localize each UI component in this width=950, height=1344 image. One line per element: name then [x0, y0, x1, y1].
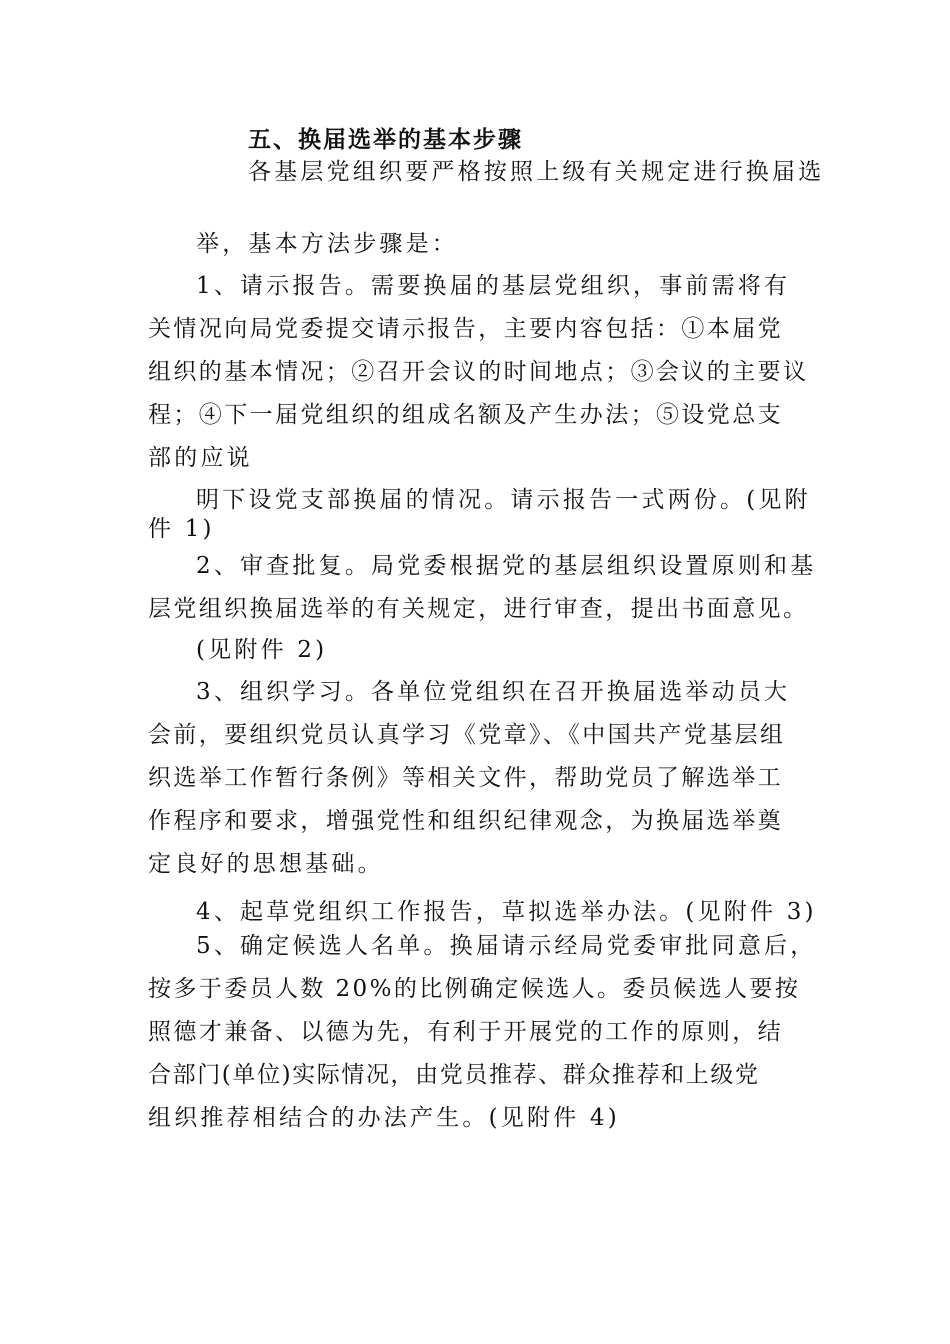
paragraph-line: 1、请示报告。需要换届的基层党组织，事前需将有 — [196, 273, 791, 299]
paragraph-line: 各基层党组织要严格按照上级有关规定进行换届选 — [248, 159, 825, 185]
paragraph-line: 照德才兼备、以德为先，有利于开展党的工作的原则，结 — [148, 1019, 783, 1045]
paragraph-line: 3、组织学习。各单位党组织在召开换届选举动员大 — [196, 679, 791, 705]
paragraph-line: 按多于委员人数 20%的比例确定候选人。委员候选人要按 — [148, 976, 801, 1002]
paragraph-line: 关情况向局党委提交请示报告，主要内容包括：①本届党 — [148, 316, 783, 342]
section-heading: 五、换届选举的基本步骤 — [248, 127, 523, 153]
paragraph-line: 会前，要组织党员认真学习《党章》、《中国共产党基层组 — [148, 722, 786, 748]
paragraph-line: 4、起草党组织工作报告，草拟选举办法。(见附件 3) — [196, 899, 817, 925]
paragraph-line: 合部门(单位)实际情况，由党员推荐、群众推荐和上级党 — [148, 1062, 760, 1088]
paragraph-line: 明下设党支部换届的情况。请示报告一式两份。(见附 — [196, 487, 811, 513]
paragraph-line: 组织的基本情况；②召开会议的时间地点；③会议的主要议 — [148, 359, 809, 385]
paragraph-line: 层党组织换届选举的有关规定，进行审查，提出书面意见。 — [148, 596, 809, 622]
paragraph-line: 组织推荐相结合的办法产生。(见附件 4) — [148, 1105, 620, 1131]
paragraph-line: 5、确定候选人名单。换届请示经局党委审批同意后， — [196, 933, 817, 959]
paragraph-line: 举，基本方法步骤是： — [196, 231, 458, 257]
paragraph-line: 程；④下一届党组织的组成名额及产生办法；⑤设党总支 — [148, 402, 783, 428]
paragraph-line: 2、审查批复。局党委根据党的基层组织设置原则和基 — [196, 553, 817, 579]
paragraph-line: (见附件 2) — [196, 637, 328, 663]
paragraph-line: 部的应说 — [148, 445, 253, 471]
paragraph-line: 织选举工作暂行条例》等相关文件，帮助党员了解选举工 — [148, 765, 783, 791]
paragraph-line: 件 1) — [148, 516, 215, 542]
paragraph-line: 作程序和要求，增强党性和组织纪律观念，为换届选举奠 — [148, 808, 783, 834]
paragraph-line: 定良好的思想基础。 — [148, 851, 384, 877]
